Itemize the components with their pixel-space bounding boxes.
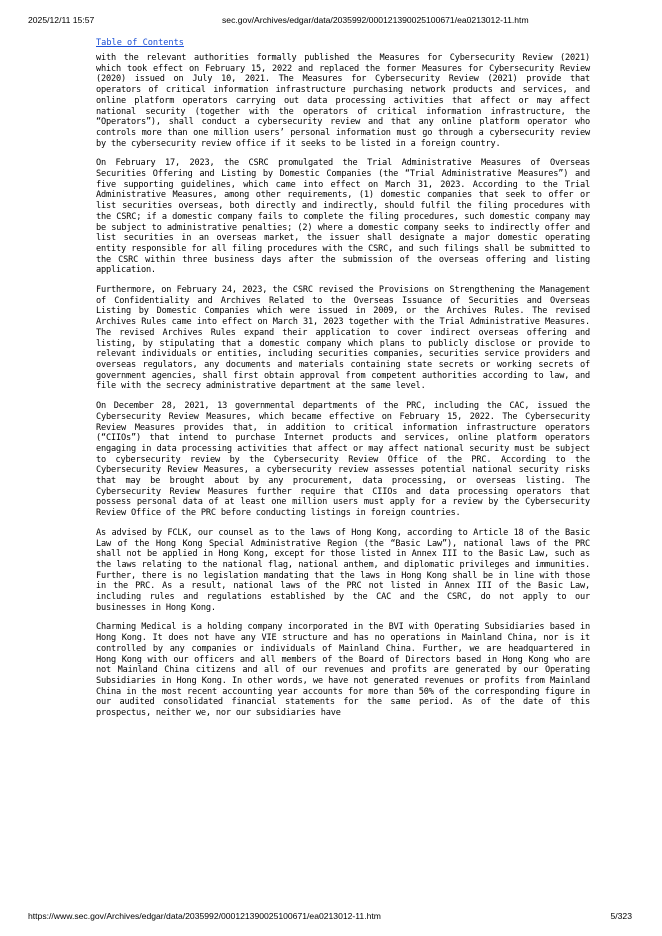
table-of-contents-link[interactable]: Table of Contents (96, 38, 184, 48)
print-datetime: 2025/12/11 15:57 (28, 15, 95, 25)
print-page-url: sec.gov/Archives/edgar/data/2035992/000121390025100671/ea0213012-11.htm (222, 15, 529, 25)
paragraph-cybersecurity-review-2021: with the relevant authorities formally published the Measures for Cybersecurity Review (2021) which took effect on February 15, 2022 and replaced the former Measures for Cybersecurity Review (2020) issued on July 10, 2021. The Measures for Cybersecurity Review (2021) provide that operators of critical information infrastructure purchasing network products and services, and online platform operators carrying out data processing activities that affect or may affect national security (together with the operators of critical information infrastructure, the “Operators”), shall conduct a cybersecurity review and that any online platform operator who controls more than one million users’ personal information must go through a cybersecurity review by the cybersecurity review office if it seeks to be listed in a foreign country. (96, 53, 590, 149)
document-body (96, 38, 590, 728)
paragraph-cybersecurity-review-measures: On December 28, 2021, 13 governmental departments of the PRC, including the CAC, issued the Cybersecurity Review Measures, which became effective on February 15, 2022. The Cybersecurity Review Measures provides that, in addition to critical information infrastructure operators (“CIIOs”) that intend to purchase Internet products and services, online platform operators engaging in data processing activities that affect or may affect national security must be subject to cybersecurity review by the Cybersecurity Review Office of the PRC. According to the Cybersecurity Review Measures, a cybersecurity review assesses potential national security risks that may be brought about by any procurement, data processing, or overseas listing. The Cybersecurity Review Measures further require that CIIOs and data processing operators that possess personal data of at least one million users must apply for a review by the Cybersecurity Review Office of the PRC before conducting listings in foreign countries. (96, 401, 590, 519)
browser-print-footer (0, 911, 662, 923)
browser-print-header (0, 15, 662, 27)
paragraph-charming-medical: Charming Medical is a holding company incorporated in the BVI with Operating Subsidiaries based in Hong Kong. It does not have any VIE structure and has no operations in Mainland China, nor is it controlled by any companies or individuals of Mainland China. Further, we are headquartered in Hong Kong with our officers and all members of the Board of Directors based in Hong Kong who are not Mainland China citizens and all of our revenues and profits are generated by our Operating Subsidiaries in Hong Kong. In other words, we have not generated revenues or profits from Mainland China in the most recent accounting year accounts for more than 50% of the corresponding figure in our audited consolidated financial statements for the same period. As of the date of this prospectus, neither we, nor our subsidiaries have (96, 622, 590, 719)
paragraph-hong-kong-basic-law: As advised by FCLK, our counsel as to the laws of Hong Kong, according to Article 18 of the Basic Law of the Hong Kong Special Administrative Region (the “Basic Law”), national laws of the PRC shall not be applied in Hong Kong, except for those listed in Annex III to the Basic Law, such as the laws relating to the national flag, national anthem, and diplomatic privileges and immunities. Further, there is no legislation mandating that the laws in Hong Kong shall be in line with those in the PRC. As a result, national laws of the PRC not listed in Annex III of the Basic Law, including rules and regulations established by the CAC and the CSRC, do not apply to our businesses in Hong Kong. (96, 527, 590, 613)
page-number: 5/323 (610, 911, 632, 921)
paragraph-archives-rules: Furthermore, on February 24, 2023, the CSRC revised the Provisions on Strengthening the Management of Confidentiality and Archives Related to the Overseas Issuance of Securities and Overseas Listing by Domestic Companies which were issued in 2009, or the Archives Rules. The revised Archives Rules came into effect on March 31, 2023 together with the Trial Administrative Measures. The revised Archives Rules expand their application to cover indirect overseas offering and listing, by stipulating that a domestic company which plans to publicly disclose or provide to relevant individuals or entities, including securities companies, securities service providers and overseas regulators, any documents and materials containing state secrets or working secrets of government agencies, shall first obtain approval from competent authorities according to law, and file with the secrecy administrative department at the same level. (96, 285, 590, 392)
footer-url: https://www.sec.gov/Archives/edgar/data/2035992/000121390025100671/ea0213012-11.htm (28, 911, 381, 921)
paragraph-trial-administrative-measures: On February 17, 2023, the CSRC promulgated the Trial Administrative Measures of Overseas Securities Offering and Listing by Domestic Companies (the “Trial Administrative Measures”) and five supporting guidelines, which came into effect on March 31, 2023. According to the Trial Administrative Measures, among other requirements, (1) domestic companies that seek to offer or list securities overseas, both directly and indirectly, should fulfil the filing procedures with the CSRC; if a domestic company fails to complete the filing procedures, such domestic company may be subject to administrative penalties; (2) where a domestic company seeks to indirectly offer and list securities in an overseas market, the issuer shall designate a major domestic operating entity responsible for all filing procedures with the CSRC, and such filings shall be submitted to the CSRC within three business days after the submission of the overseas offering and listing application. (96, 158, 590, 276)
